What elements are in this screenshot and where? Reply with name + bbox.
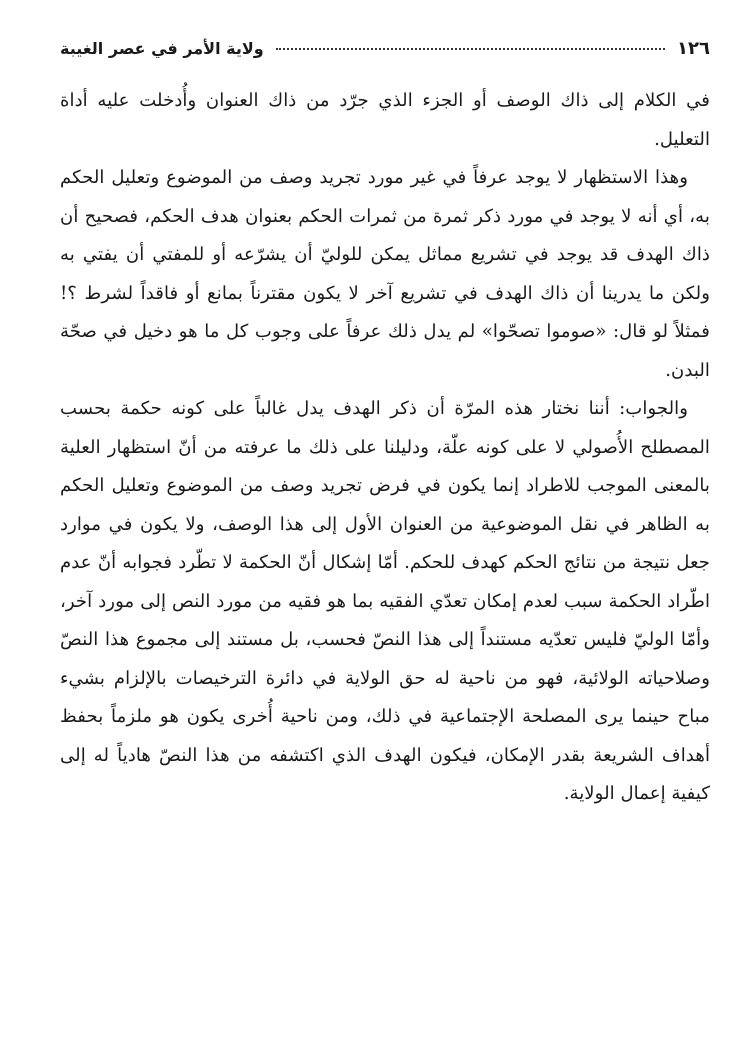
paragraph-continuation: في الكلام إلى ذاك الوصف أو الجزء الذي جرّد من ذاك العنوان وأُدخلت عليه أداة التعليل. — [60, 90, 710, 150]
paragraph-answer: والجواب: أننا نختار هذه المرّة أن ذكر الهدف يدل غالباً على كونه حكمة بحسب المصطلح الأُصولي لا على كونه علّة، ودليلنا على ذلك ما عرفته من أنّ استظهار العلية بالمعنى الموجب للاطراد إنما يكون في فرض تجريد وصف من الموضوع وتعليل الحكم به الظاهر في نقل الموضوعية من العنوان الأول إلى هذا الوصف، ولا يكون في موارد جعل نتيجة من نتائج الحكم كهدف للحكم. أمّا إشكال أنّ الحكمة لا تطّرد فجوابه أنّ عدم اطّراد الحكمة سبب لعدم إمكان تعدّي الفقيه بما هو فقيه من مورد النص إلى مورد آخر، وأمّا الوليّ فليس تعدّيه مستنداً إلى هذا النصّ فحسب، بل مستند إلى مجموع هذا النصّ وصلاحياته الولائية، فهو من ناحية له حق الولاية في دائرة الترخيصات بالإلزام بشيء مباح حينما يرى المصلحة الإجتماعية في ذلك، ومن ناحية أُخرى يكون هو ملزماً بحفظ أهداف الشريعة بقدر الإمكان، فيكون الهدف الذي اكتشفه من هذا النصّ هادياً له إلى كيفية إعمال الولاية. — [60, 398, 710, 804]
book-page — [60, 28, 710, 1028]
running-header — [60, 28, 710, 68]
paragraph-objection: وهذا الاستظهار لا يوجد عرفاً في غير مورد تجريد وصف من الموضوع وتعليل الحكم به، أي أنه لا يوجد في مورد ذكر ثمرة من ثمرات الحكم بعنوان هدف الحكم، فصحيح أن ذاك الهدف قد يوجد في تشريع مماثل يمكن للوليّ أن يشرّعه أو للمفتي أن يفتي به ولكن ما يدرينا أن ذاك الهدف في تشريع آخر لا يكون مقترناً بمانع أو فاقداً لشرط ؟! فمثلاً لو قال: «صوموا تصحّوا» لم يدل ذلك عرفاً على وجوب كل ما هو دخيل في صحّة البدن. — [60, 167, 710, 381]
body-text — [60, 82, 710, 814]
book-title: ولاية الأمر في عصر الغيبة — [60, 38, 264, 58]
page-number: ١٢٦ — [677, 37, 710, 59]
dotted-leader — [276, 46, 665, 50]
